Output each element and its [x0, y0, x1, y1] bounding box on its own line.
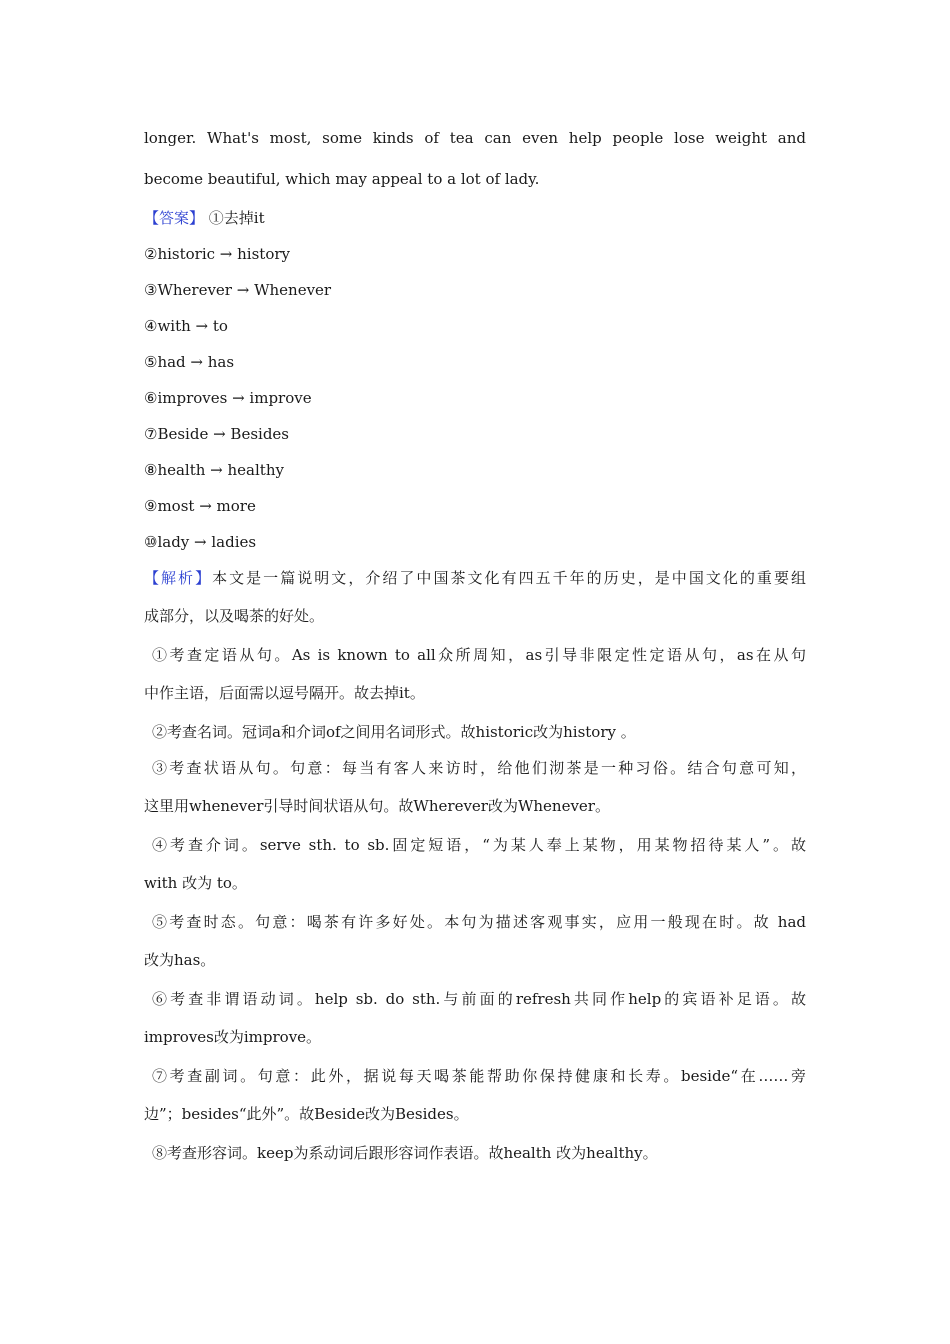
analysis-tag: 【解析】: [144, 569, 213, 587]
analysis-heading: [144, 560, 806, 596]
analysis-point: ⑥考查非谓语动词。help sb. do sth.与前面的refresh共同作help的宾语补足语。故: [152, 990, 806, 1008]
analysis-point: ②考查名词。冠词a和介词of之间用名词形式。故historic改为history 。: [152, 723, 636, 741]
analysis-point-continued: 改为has。: [144, 951, 216, 969]
analysis-point-continued: with 改为 to。: [144, 874, 247, 892]
answer-item: ⑦Beside → Besides: [144, 425, 289, 443]
analysis-intro: 本文是一篇说明文，介绍了中国茶文化有四五千年的历史，是中国文化的重要组: [212, 569, 806, 587]
analysis-point-continued: improves改为improve。: [144, 1028, 322, 1046]
analysis-point: ⑤考查时态。句意：喝茶有许多好处。本句为描述客观事实，应用一般现在时。故 had: [152, 913, 806, 931]
answer-item: ⑨most → more: [144, 497, 256, 515]
analysis-point: ④考查介词。serve sth. to sb.固定短语，“为某人奉上某物，用某物招待某人”。故: [152, 836, 806, 854]
analysis-point: ⑧考查形容词。keep为系动词后跟形容词作表语。故health 改为healthy。: [152, 1144, 658, 1162]
answer-item: ⑥improves → improve: [144, 389, 312, 407]
analysis-point: ③考查状语从句。句意：每当有客人来访时，给他们沏茶是一种习俗。结合句意可知，: [152, 759, 806, 777]
document-body: [144, 118, 806, 1171]
passage-line: longer. What's most, some kinds of tea can even help people lose weight and: [144, 129, 806, 147]
answer-item: ⑤had → has: [144, 353, 235, 371]
answer-heading: [144, 200, 806, 236]
analysis-point-continued: 这里用whenever引导时间状语从句。故Wherever改为Whenever。: [144, 797, 610, 815]
analysis-intro: 成部分，以及喝茶的好处。: [144, 607, 325, 625]
answer-item: ③Wherever → Whenever: [144, 281, 332, 299]
answer-item: ⑧health → healthy: [144, 461, 284, 479]
answer-item: ⑩lady → ladies: [144, 533, 257, 551]
analysis-point-continued: 中作主语，后面需以逗号隔开。故去掉it。: [144, 684, 425, 702]
analysis-point: ⑦考查副词。句意：此外，据说每天喝茶能帮助你保持健康和长寿。beside“在……旁: [152, 1067, 806, 1085]
passage-line: become beautiful, which may appeal to a lot of lady.: [144, 170, 540, 188]
analysis-point-continued: 边”；besides“此外”。故Beside改为Besides。: [144, 1105, 469, 1123]
answer-item: ④with → to: [144, 317, 228, 335]
answer-item: ①去掉it: [204, 209, 265, 227]
answer-tag: 【答案】: [144, 209, 205, 227]
answer-item: ②historic → history: [144, 245, 290, 263]
analysis-point: ①考查定语从句。As is known to all众所周知，as引导非限定性定语从句，as在从句: [152, 646, 806, 664]
